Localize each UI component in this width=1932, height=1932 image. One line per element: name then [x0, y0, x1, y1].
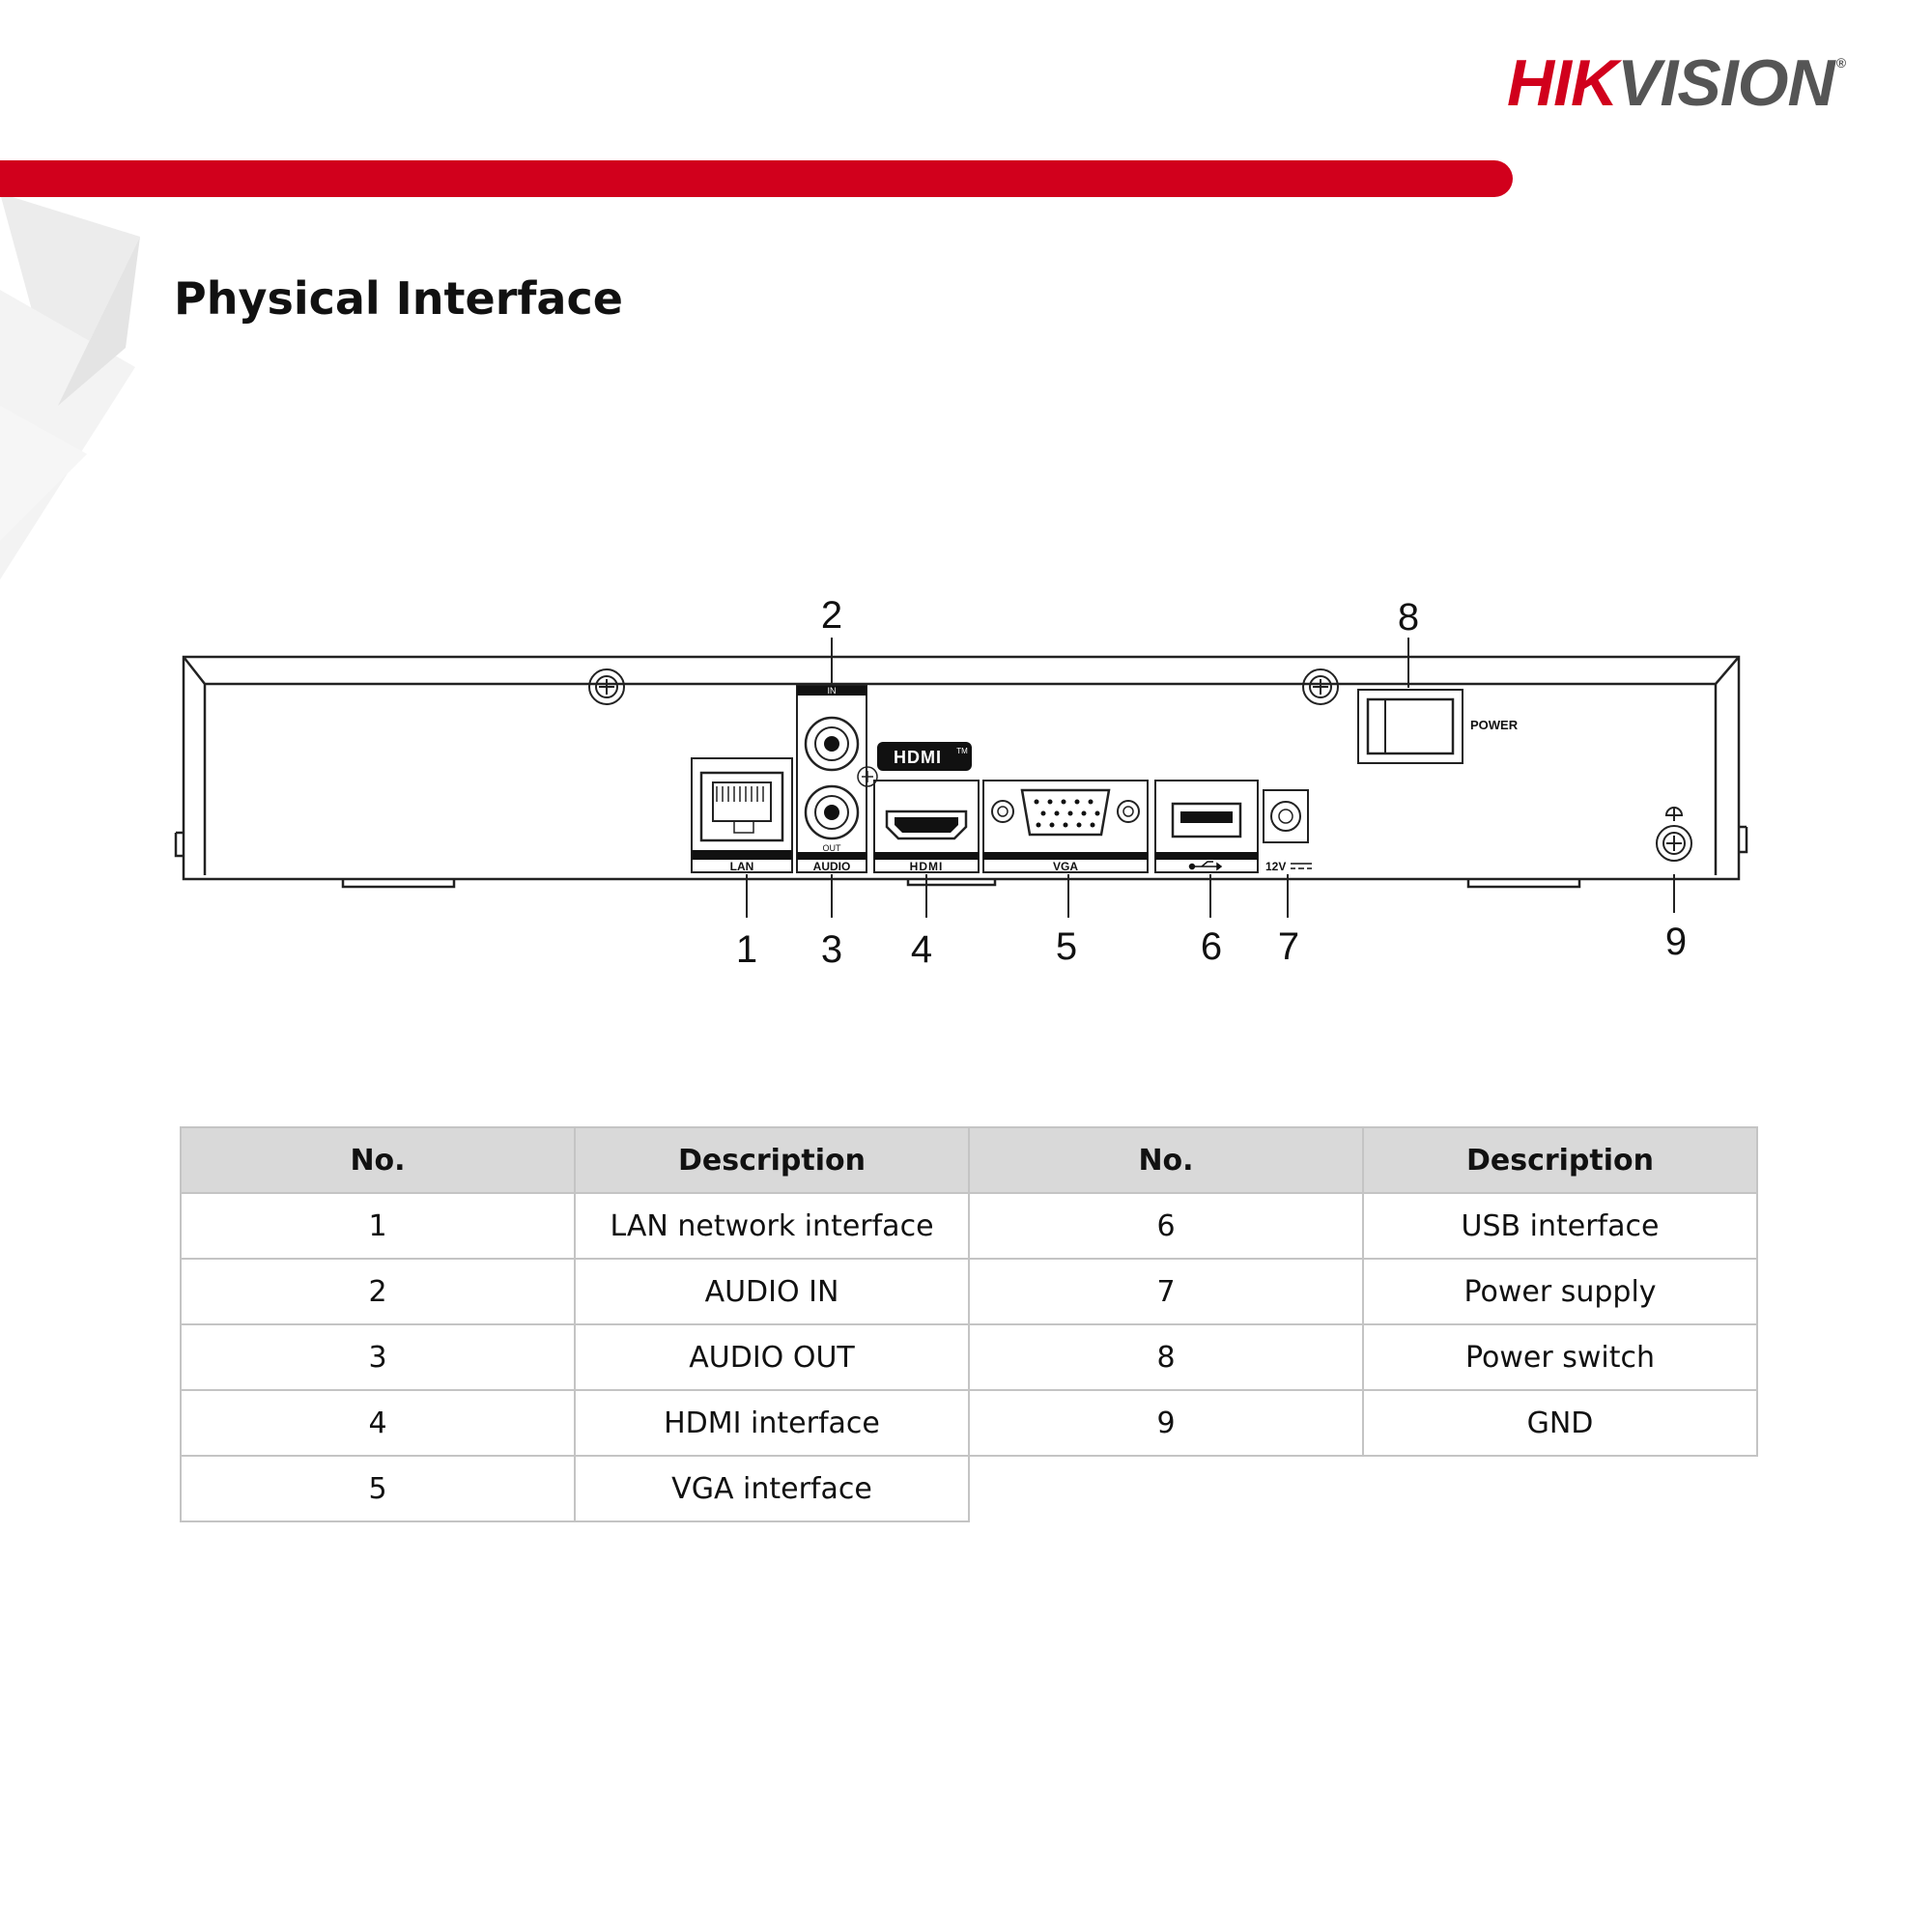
registered-mark: ® — [1835, 55, 1845, 71]
table-row — [181, 1456, 1757, 1521]
dc-power-jack-icon — [1264, 790, 1312, 868]
table-cell: USB interface — [1363, 1193, 1757, 1259]
lan-label: LAN — [729, 860, 754, 873]
callout-number: 7 — [1277, 925, 1300, 968]
table-row — [181, 1324, 1757, 1390]
callout-number: 6 — [1200, 925, 1223, 968]
callout-leader-lines — [747, 638, 1674, 918]
table-cell: 1 — [181, 1193, 575, 1259]
table-cell: VGA interface — [575, 1456, 969, 1521]
empty-cell — [1363, 1456, 1757, 1521]
callout-number: 4 — [910, 928, 933, 971]
callout-number: 9 — [1664, 921, 1688, 963]
empty-cell — [969, 1456, 1363, 1521]
hdmi-badge-text: HDMI — [894, 748, 942, 767]
page-title: Physical Interface — [174, 272, 623, 325]
audio-label: AUDIO — [812, 860, 851, 873]
lan-port-icon — [692, 758, 792, 872]
logo-text-vision: VISION — [1617, 46, 1834, 120]
logo-text-hik: HIK — [1507, 46, 1618, 120]
column-header-no: No. — [181, 1127, 575, 1193]
table-cell: 2 — [181, 1259, 575, 1324]
table-row — [181, 1390, 1757, 1456]
table-cell: GND — [1363, 1390, 1757, 1456]
usb-port-icon — [1155, 781, 1258, 872]
table-header-row — [181, 1127, 1757, 1193]
screw-icon — [589, 669, 624, 704]
column-header-no: No. — [969, 1127, 1363, 1193]
callout-number: 5 — [1055, 925, 1078, 968]
table-cell: AUDIO OUT — [575, 1324, 969, 1390]
table-cell: AUDIO IN — [575, 1259, 969, 1324]
table-cell: 6 — [969, 1193, 1363, 1259]
hikvision-logo — [1507, 46, 1845, 120]
audio-out-label: OUT — [822, 843, 841, 853]
audio-in-label: IN — [827, 686, 837, 696]
callout-number: 2 — [820, 594, 843, 637]
interface-table — [180, 1126, 1758, 1522]
table-cell: Power switch — [1363, 1324, 1757, 1390]
table-cell: Power supply — [1363, 1259, 1757, 1324]
column-header-description: Description — [575, 1127, 969, 1193]
header-accent-bar — [0, 160, 1513, 197]
rear-panel-diagram — [164, 580, 1768, 985]
hdmi-port-label: HDMI — [909, 860, 944, 873]
table-cell: 5 — [181, 1456, 575, 1521]
table-cell: 4 — [181, 1390, 575, 1456]
ground-terminal-icon — [1657, 808, 1691, 861]
table-cell: 8 — [969, 1324, 1363, 1390]
table-row — [181, 1193, 1757, 1259]
hdmi-port-icon — [874, 781, 979, 872]
power-switch-label: POWER — [1470, 718, 1519, 732]
table-cell: 9 — [969, 1390, 1363, 1456]
table-cell: LAN network interface — [575, 1193, 969, 1259]
callout-number: 8 — [1397, 596, 1420, 639]
column-header-description: Description — [1363, 1127, 1757, 1193]
callout-number: 3 — [820, 928, 843, 971]
dc-power-label: 12V — [1265, 860, 1287, 873]
table-cell: 7 — [969, 1259, 1363, 1324]
callout-number: 1 — [735, 928, 758, 971]
screw-icon — [1303, 669, 1338, 704]
table-cell: 3 — [181, 1324, 575, 1390]
table-cell: HDMI interface — [575, 1390, 969, 1456]
power-switch-icon — [1358, 690, 1463, 763]
table-row — [181, 1259, 1757, 1324]
background-decoration — [0, 0, 193, 628]
vga-port-icon — [983, 781, 1148, 872]
hdmi-badge-tm: TM — [956, 747, 968, 755]
vga-label: VGA — [1052, 860, 1079, 873]
